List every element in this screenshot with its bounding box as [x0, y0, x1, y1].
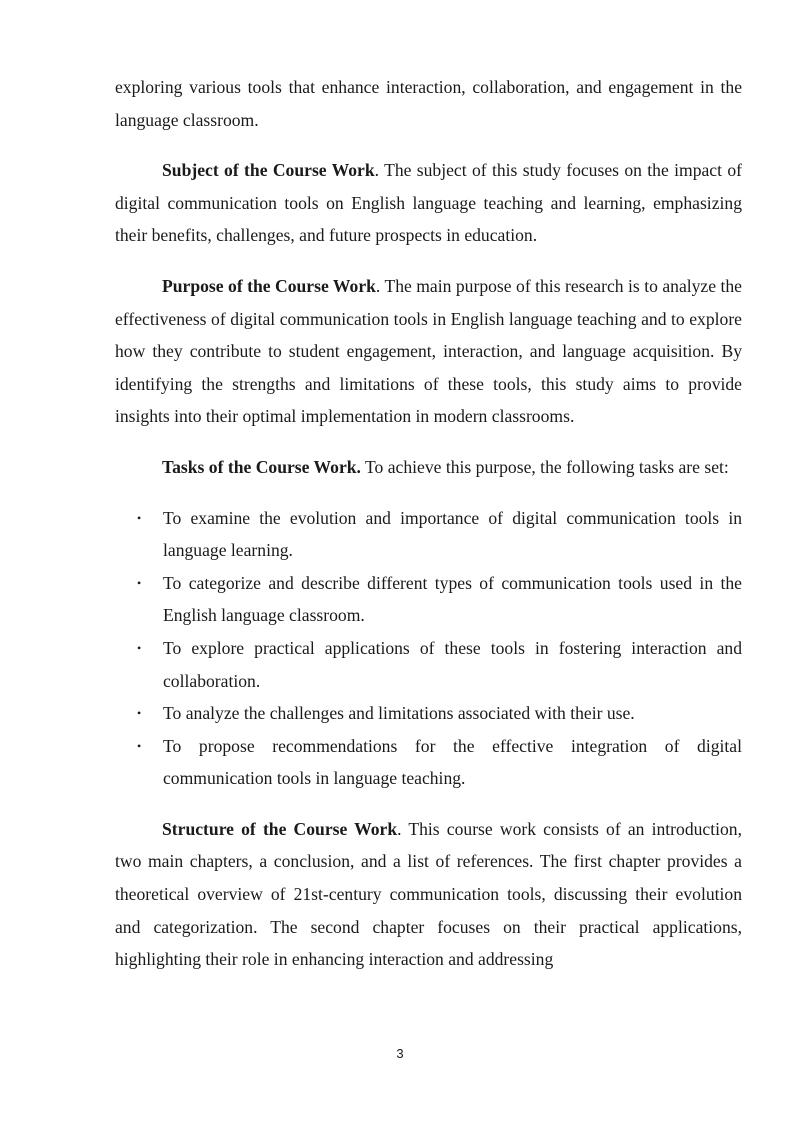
structure-heading: Structure of the Course Work: [162, 818, 398, 839]
purpose-paragraph: [115, 270, 742, 433]
list-item-text: To explore practical applications of these tools in fostering interaction and collaboration.: [163, 637, 742, 691]
list-item: [115, 632, 742, 697]
bullet-icon: •: [137, 640, 142, 655]
bullet-icon: •: [137, 575, 142, 590]
list-item: [115, 730, 742, 795]
page-content: [115, 71, 742, 976]
tasks-list: [115, 502, 742, 795]
purpose-heading: Purpose of the Course Work: [162, 275, 376, 296]
bullet-icon: •: [137, 706, 142, 721]
page-number: 3: [396, 1046, 404, 1061]
structure-text: . This course work consists of an introduction, two main chapters, a conclusion, and a list of references. The first chapter provides a theoretical overview of 21st-century communication tools, discussing their evolution and categorization. The second chapter focuses on their practical applications, highlighting their role in enhancing interaction and addressing: [115, 818, 742, 970]
tasks-paragraph: [115, 451, 742, 484]
tasks-heading: Tasks of the Course Work.: [162, 456, 361, 477]
list-item-text: To categorize and describe different types of communication tools used in the English language classroom.: [163, 572, 742, 626]
list-item: [115, 567, 742, 632]
subject-text: . The subject of this study focuses on the impact of digital communication tools on English language teaching and learning, emphasizing their benefits, challenges, and future prospects in education.: [115, 160, 743, 246]
list-item: [115, 697, 742, 730]
bullet-icon: •: [137, 738, 142, 753]
bullet-icon: •: [137, 510, 142, 525]
list-item-text: To propose recommendations for the effective integration of digital communication tools in language teaching.: [163, 735, 742, 789]
subject-paragraph: [115, 154, 742, 252]
subject-heading: Subject of the Course Work: [162, 160, 375, 181]
structure-paragraph: [115, 813, 742, 976]
intro-continuation-paragraph: exploring various tools that enhance interaction, collaboration, and engagement in the language classroom.: [115, 77, 742, 130]
list-item-text: To analyze the challenges and limitations associated with their use.: [163, 703, 635, 724]
purpose-text: . The main purpose of this research is to analyze the effectiveness of digital communication tools in English language teaching and to explore how they contribute to student engagement, interaction, and language acquisition. By identifying the strengths and limitations of these tools, this study aims to provide insights into their optimal implementation in modern classrooms.: [115, 275, 742, 427]
list-item-text: To examine the evolution and importance of digital communication tools in language learning.: [163, 507, 742, 561]
list-item: [115, 502, 742, 567]
tasks-text: To achieve this purpose, the following tasks are set:: [360, 456, 729, 477]
